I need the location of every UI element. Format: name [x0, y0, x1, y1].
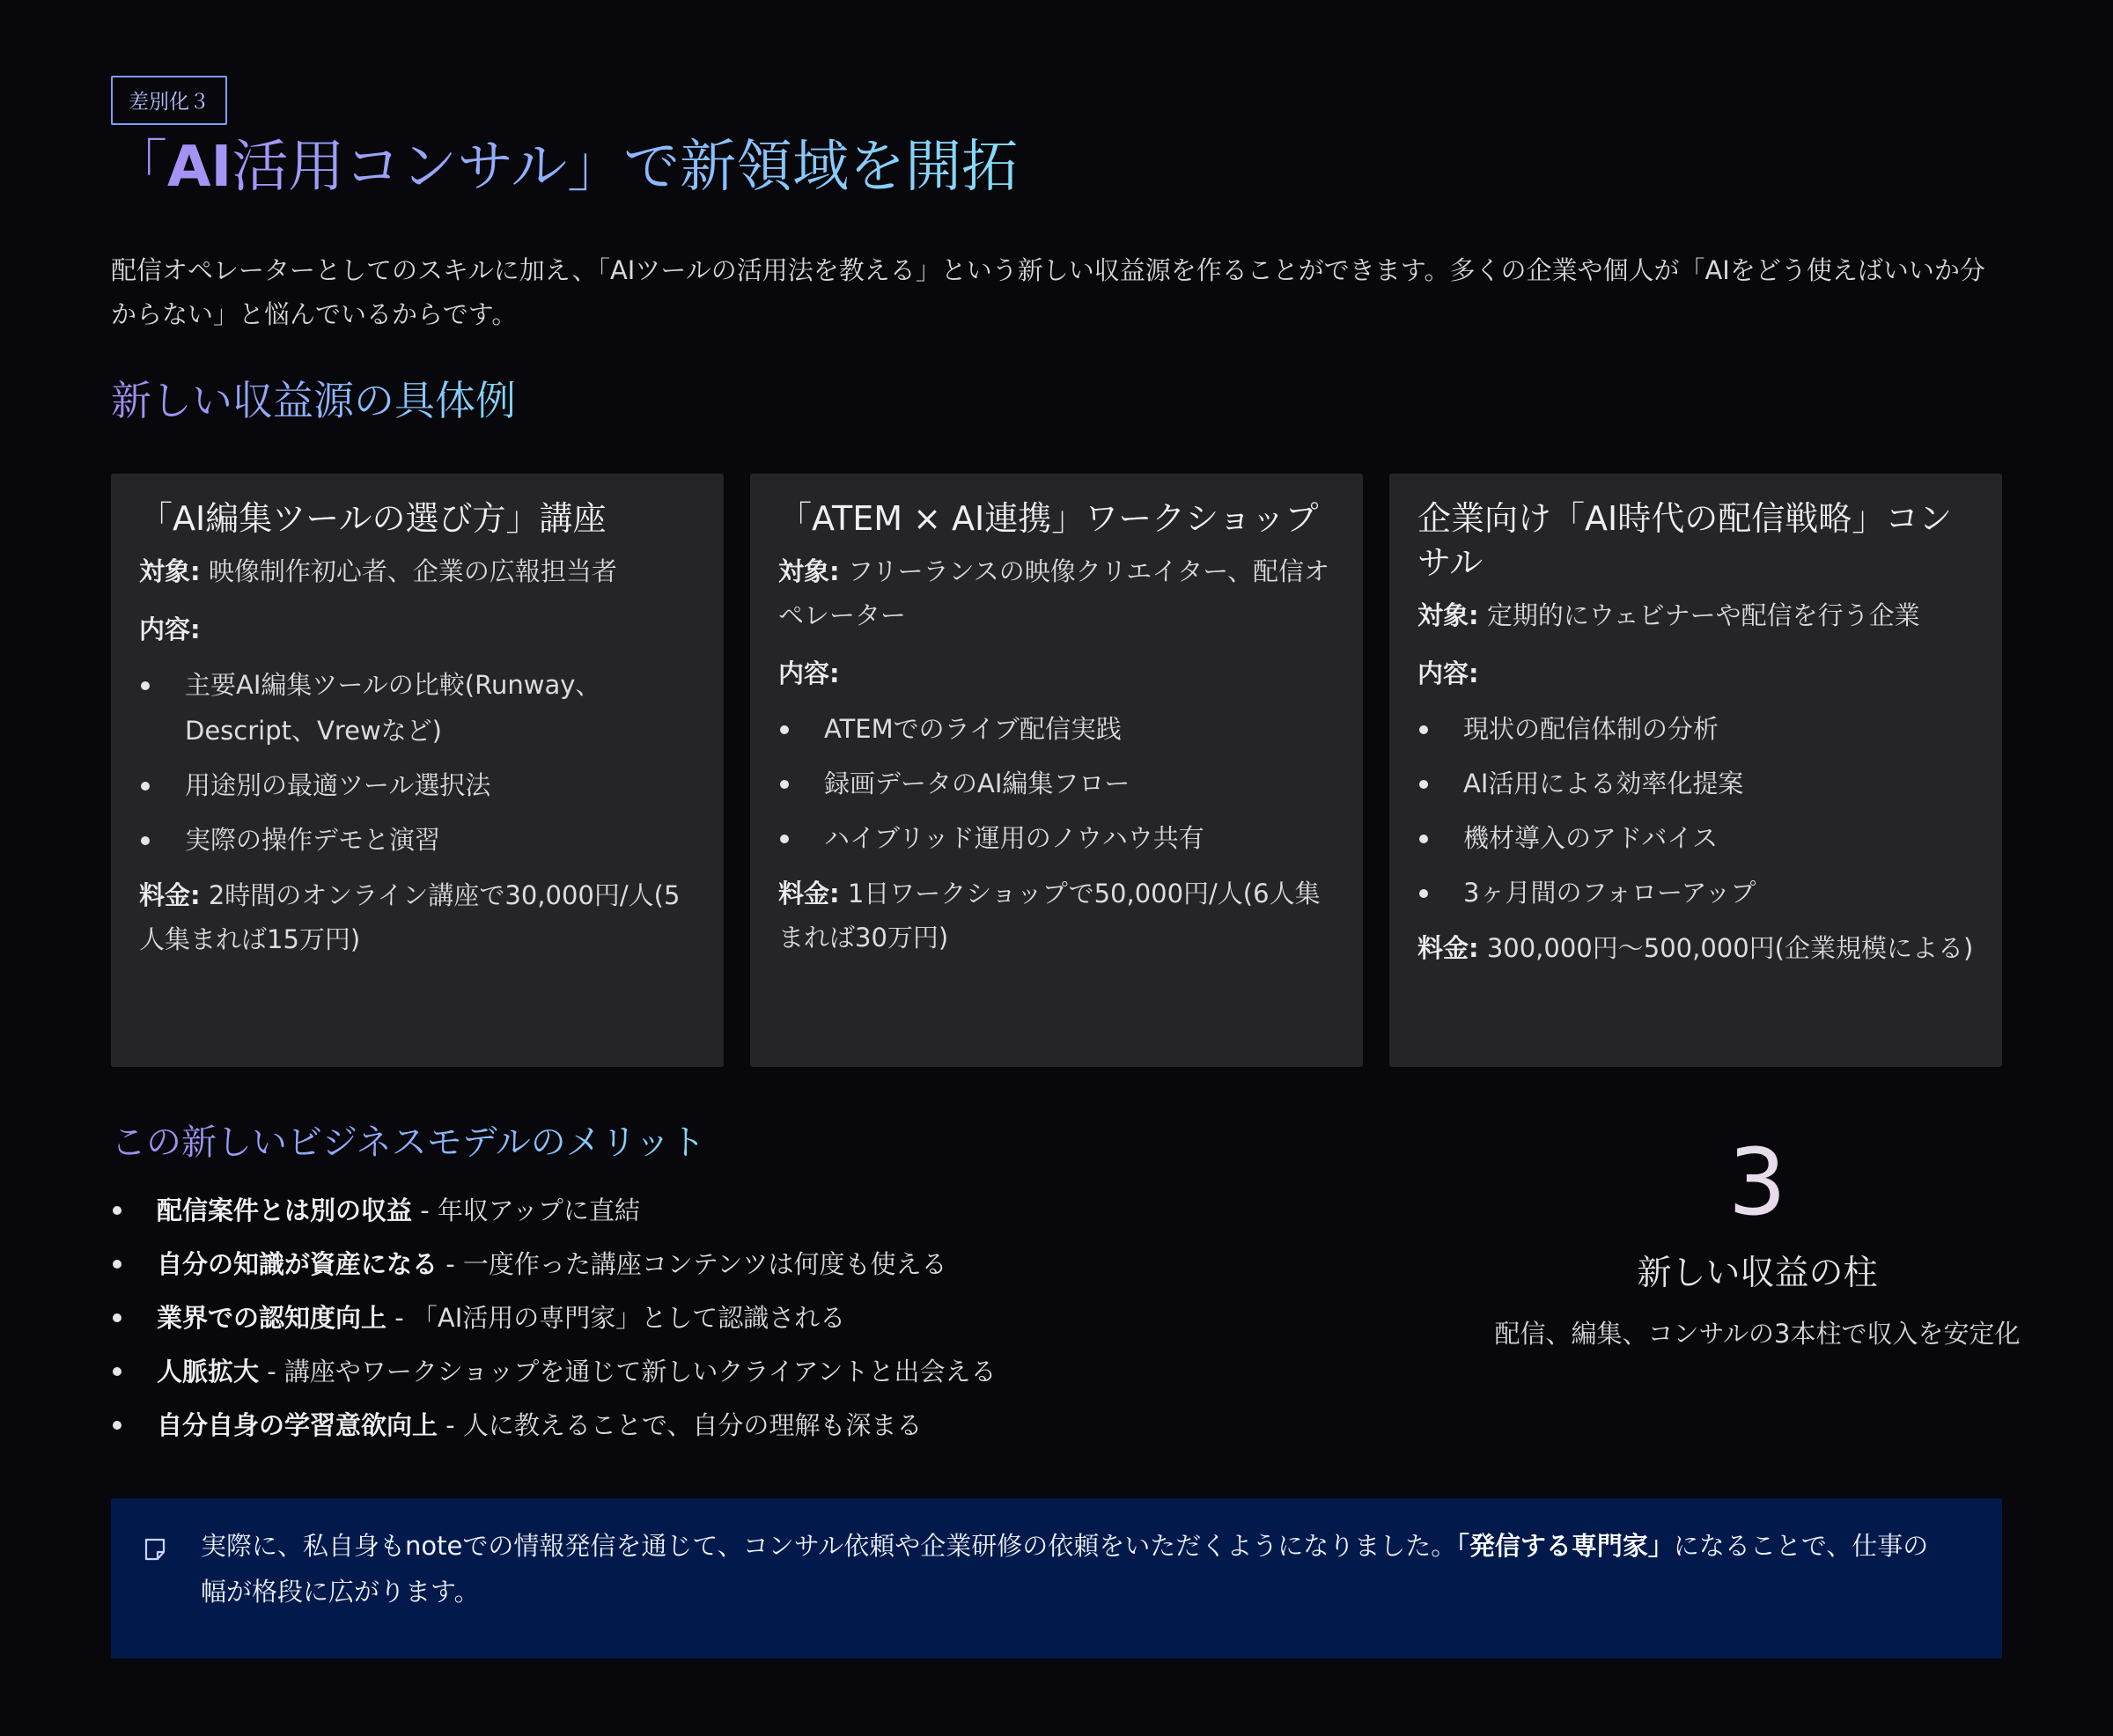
card-corporate-consulting [1389, 474, 2002, 1067]
title-open-bracket: 「 [111, 135, 167, 200]
card-content-label [1417, 651, 1974, 695]
intro-paragraph: 配信オペレーターとしてのスキルに加え、「AIツールの活用法を教える」という新しい収益源を作ることができます。多くの企業や個人が「AIをどう使えばいいか分からない」と悩んでいるからです。 [111, 255, 1985, 329]
stat-description: 配信、編集、コンサルの3本柱で収入を安定化 [1494, 1319, 2021, 1350]
card-content-label [778, 651, 1335, 695]
section-tag: 差別化３ [111, 76, 227, 125]
card-content-list [1417, 706, 1974, 916]
list-item [111, 1192, 1344, 1229]
card-title: 企業向け「AI時代の配信戦略」コンサル [1417, 499, 1953, 582]
target-label: 対象: [139, 556, 201, 586]
merit-text: - 年収アップに直結 [412, 1195, 640, 1225]
page-title [111, 134, 1018, 202]
fee-value: 300,000円〜500,000円(企業規模による) [1486, 933, 1974, 963]
list-item [111, 1299, 1344, 1336]
title-rest: 活用コンサル」で新領域を開拓 [232, 135, 1019, 200]
merits-list [111, 1192, 1344, 1460]
stat-label: 新しい収益の柱 [1637, 1254, 1878, 1294]
card-target [139, 549, 696, 593]
fee-label: 料金: [1417, 933, 1479, 963]
merit-text: - 一度作った講座コンテンツは何度も使える [438, 1249, 947, 1279]
list-item: ATEMでのライブ配信実践 [778, 706, 1335, 752]
merit-bold: 業界での認知度向上 [157, 1303, 387, 1333]
note-text-before: 実際に、私自身もnoteでの情報発信を通じて、コンサル依頼や企業研修の依頼をいただくようになりました。 [201, 1531, 1457, 1561]
revenue-pillars-stat [1326, 1129, 2113, 1352]
card-fee [1417, 926, 1974, 970]
stat-number: 3 [1727, 1129, 1787, 1236]
note-text-after: になることで、仕事の幅が格段に広がります。 [201, 1531, 1929, 1607]
examples-heading: 新しい収益源の具体例 [111, 375, 516, 428]
note-icon [143, 1537, 167, 1562]
example-cards [111, 474, 2002, 1067]
card-target [778, 549, 1335, 637]
target-value: 定期的にウェビナーや配信を行う企業 [1486, 600, 1920, 630]
list-item: AI活用による効率化提案 [1417, 761, 1974, 806]
note-callout [111, 1498, 2002, 1659]
card-content-list [778, 706, 1335, 861]
target-value: 映像制作初心者、企業の広報担当者 [208, 556, 617, 586]
merit-bold: 自分の知識が資産になる [157, 1249, 438, 1279]
card-content-list [139, 662, 696, 863]
target-label: 対象: [1417, 600, 1479, 630]
card-ai-tool-course [111, 474, 724, 1067]
card-content-label [139, 607, 696, 651]
card-title: 「ATEM × AI連携」ワークショップ [778, 499, 1319, 538]
merit-text: - 人に教えることで、自分の理解も深まる [438, 1410, 923, 1440]
list-item [111, 1246, 1344, 1283]
list-item: 現状の配信体制の分析 [1417, 706, 1974, 752]
note-bold: 「発信する専門家」 [1456, 1531, 1674, 1561]
fee-label: 料金: [778, 879, 840, 908]
fee-value: 2時間のオンライン講座で30,000円/人(5人集まれば15万円) [139, 880, 681, 954]
list-item [111, 1407, 1344, 1444]
merit-bold: 人脈拡大 [157, 1357, 260, 1387]
list-item: ハイブリッド運用のノウハウ共有 [778, 815, 1335, 861]
target-value: フリーランスの映像クリエイター、配信オペレーター [778, 556, 1330, 630]
list-item: 機材導入のアドバイス [1417, 815, 1974, 861]
fee-label: 料金: [139, 880, 201, 910]
content-label: 内容: [139, 614, 201, 644]
card-title: 「AI編集ツールの選び方」講座 [139, 499, 607, 538]
list-item: 主要AI編集ツールの比較(Runway、Descript、Vrewなど) [139, 662, 696, 754]
card-fee [139, 873, 696, 961]
list-item: 録画データのAI編集フロー [778, 761, 1335, 806]
list-item: 3ヶ月間のフォローアップ [1417, 870, 1974, 916]
content-label: 内容: [1417, 658, 1479, 688]
content-label: 内容: [778, 658, 840, 688]
merit-bold: 配信案件とは別の収益 [157, 1195, 413, 1225]
title-ai: AI [167, 135, 232, 200]
list-item: 実際の操作デモと演習 [139, 817, 696, 863]
card-atem-workshop [750, 474, 1363, 1067]
target-label: 対象: [778, 556, 840, 586]
merit-text: - 講座やワークショップを通じて新しいクライアントと出会える [259, 1357, 997, 1387]
merit-text: - 「AI活用の専門家」として認識される [387, 1303, 846, 1333]
card-target [1417, 593, 1974, 637]
note-text [201, 1523, 1949, 1615]
merits-heading: この新しいビジネスモデルのメリット [111, 1120, 705, 1166]
card-fee [778, 872, 1335, 960]
fee-value: 1日ワークショップで50,000円/人(6人集まれば30万円) [778, 879, 1321, 953]
list-item: 用途別の最適ツール選択法 [139, 762, 696, 808]
merit-bold: 自分自身の学習意欲向上 [157, 1410, 438, 1440]
list-item [111, 1353, 1344, 1390]
